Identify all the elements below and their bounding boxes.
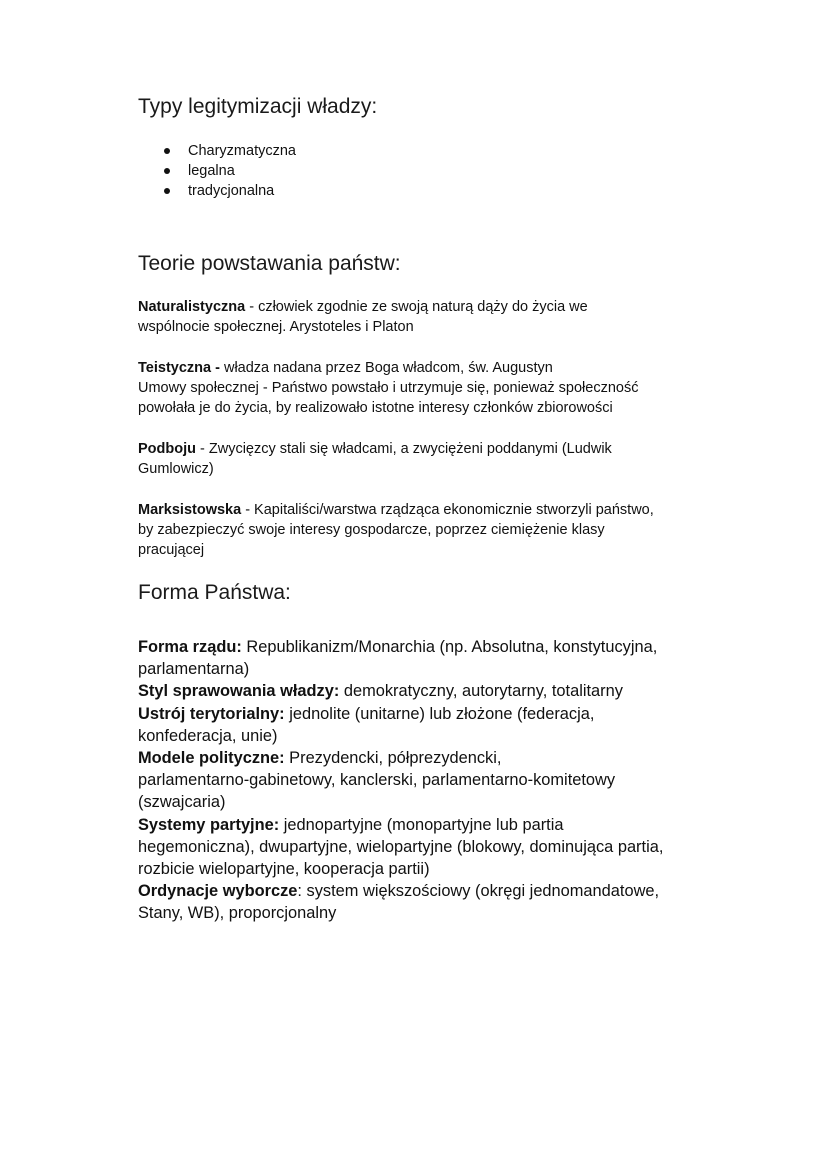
term: Naturalistyczna	[138, 299, 246, 315]
text: jednopartyjne (monopartyjne lub partia	[279, 815, 564, 834]
text: - człowiek zgodnie ze swoją naturą dąży do życia we	[245, 299, 588, 315]
term: Ordynacje wyborcze	[138, 882, 298, 901]
list-item: tradycjonalna	[162, 181, 296, 201]
text: Stany, WB), proporcjonalny	[138, 904, 337, 923]
text: wspólnocie społecznej. Arystoteles i Platon	[138, 319, 414, 335]
text: parlamentarno-gabinetowy, kanclerski, parlamentarno-komitetowy	[138, 771, 616, 790]
text: konfederacja, unie)	[138, 726, 278, 745]
state-form-details	[138, 636, 663, 925]
text: - Kapitaliści/warstwa rządząca ekonomicznie stworzyli państwo,	[241, 502, 654, 518]
heading-legitimization-types: Typy legitymizacji władzy:	[138, 95, 378, 118]
text: rozbicie wielopartyjne, kooperacja partii)	[138, 860, 430, 879]
heading-state-form: Forma Państwa:	[138, 581, 291, 604]
text: demokratyczny, autorytarny, totalitarny	[339, 682, 623, 701]
list-item: legalna	[162, 161, 296, 181]
paragraph-podboju	[138, 439, 612, 479]
term: Modele polityczne:	[138, 749, 285, 768]
legitimization-list	[162, 141, 296, 201]
text: Prezydencki, półprezydencki,	[284, 749, 502, 768]
term: Forma rządu:	[138, 638, 242, 656]
term: Styl sprawowania władzy:	[138, 682, 340, 701]
text: pracującej	[138, 542, 205, 558]
text: Umowy społecznej - Państwo powstało i utrzymuje się, ponieważ społeczność	[138, 380, 639, 396]
text: Gumlowicz)	[138, 461, 214, 477]
text: hegemoniczna), dwupartyjne, wielopartyjne (blokowy, dominująca partia,	[138, 837, 664, 856]
heading-state-origin-theories: Teorie powstawania państw:	[138, 252, 401, 275]
paragraph-teistyczna	[138, 358, 638, 418]
paragraph-naturalistyczna	[138, 297, 588, 337]
text: : system większościowy (okręgi jednomandatowe,	[297, 882, 660, 901]
list-item: Charyzmatyczna	[162, 141, 296, 161]
term: Ustrój terytorialny:	[138, 704, 285, 723]
text: Republikanizm/Monarchia (np. Absolutna, konstytucyjna,	[241, 638, 658, 656]
text: - Zwycięzcy stali się władcami, a zwyciężeni poddanymi (Ludwik	[196, 441, 612, 457]
term: Marksistowska	[138, 502, 242, 518]
term: Podboju	[138, 441, 196, 457]
term: Systemy partyjne:	[138, 815, 280, 834]
text: (szwajcaria)	[138, 793, 226, 812]
text: władza nadana przez Boga władcom, św. Augustyn	[219, 360, 553, 376]
text: powołała je do życia, by realizowało istotne interesy członków zbiorowości	[138, 400, 613, 416]
paragraph-marksistowska	[138, 500, 654, 560]
text: parlamentarna)	[138, 660, 250, 679]
term: Teistyczna -	[138, 360, 220, 376]
text: jednolite (unitarne) lub złożone (federacja,	[284, 704, 595, 723]
text: by zabezpieczyć swoje interesy gospodarcze, poprzez ciemiężenie klasy	[138, 522, 605, 538]
